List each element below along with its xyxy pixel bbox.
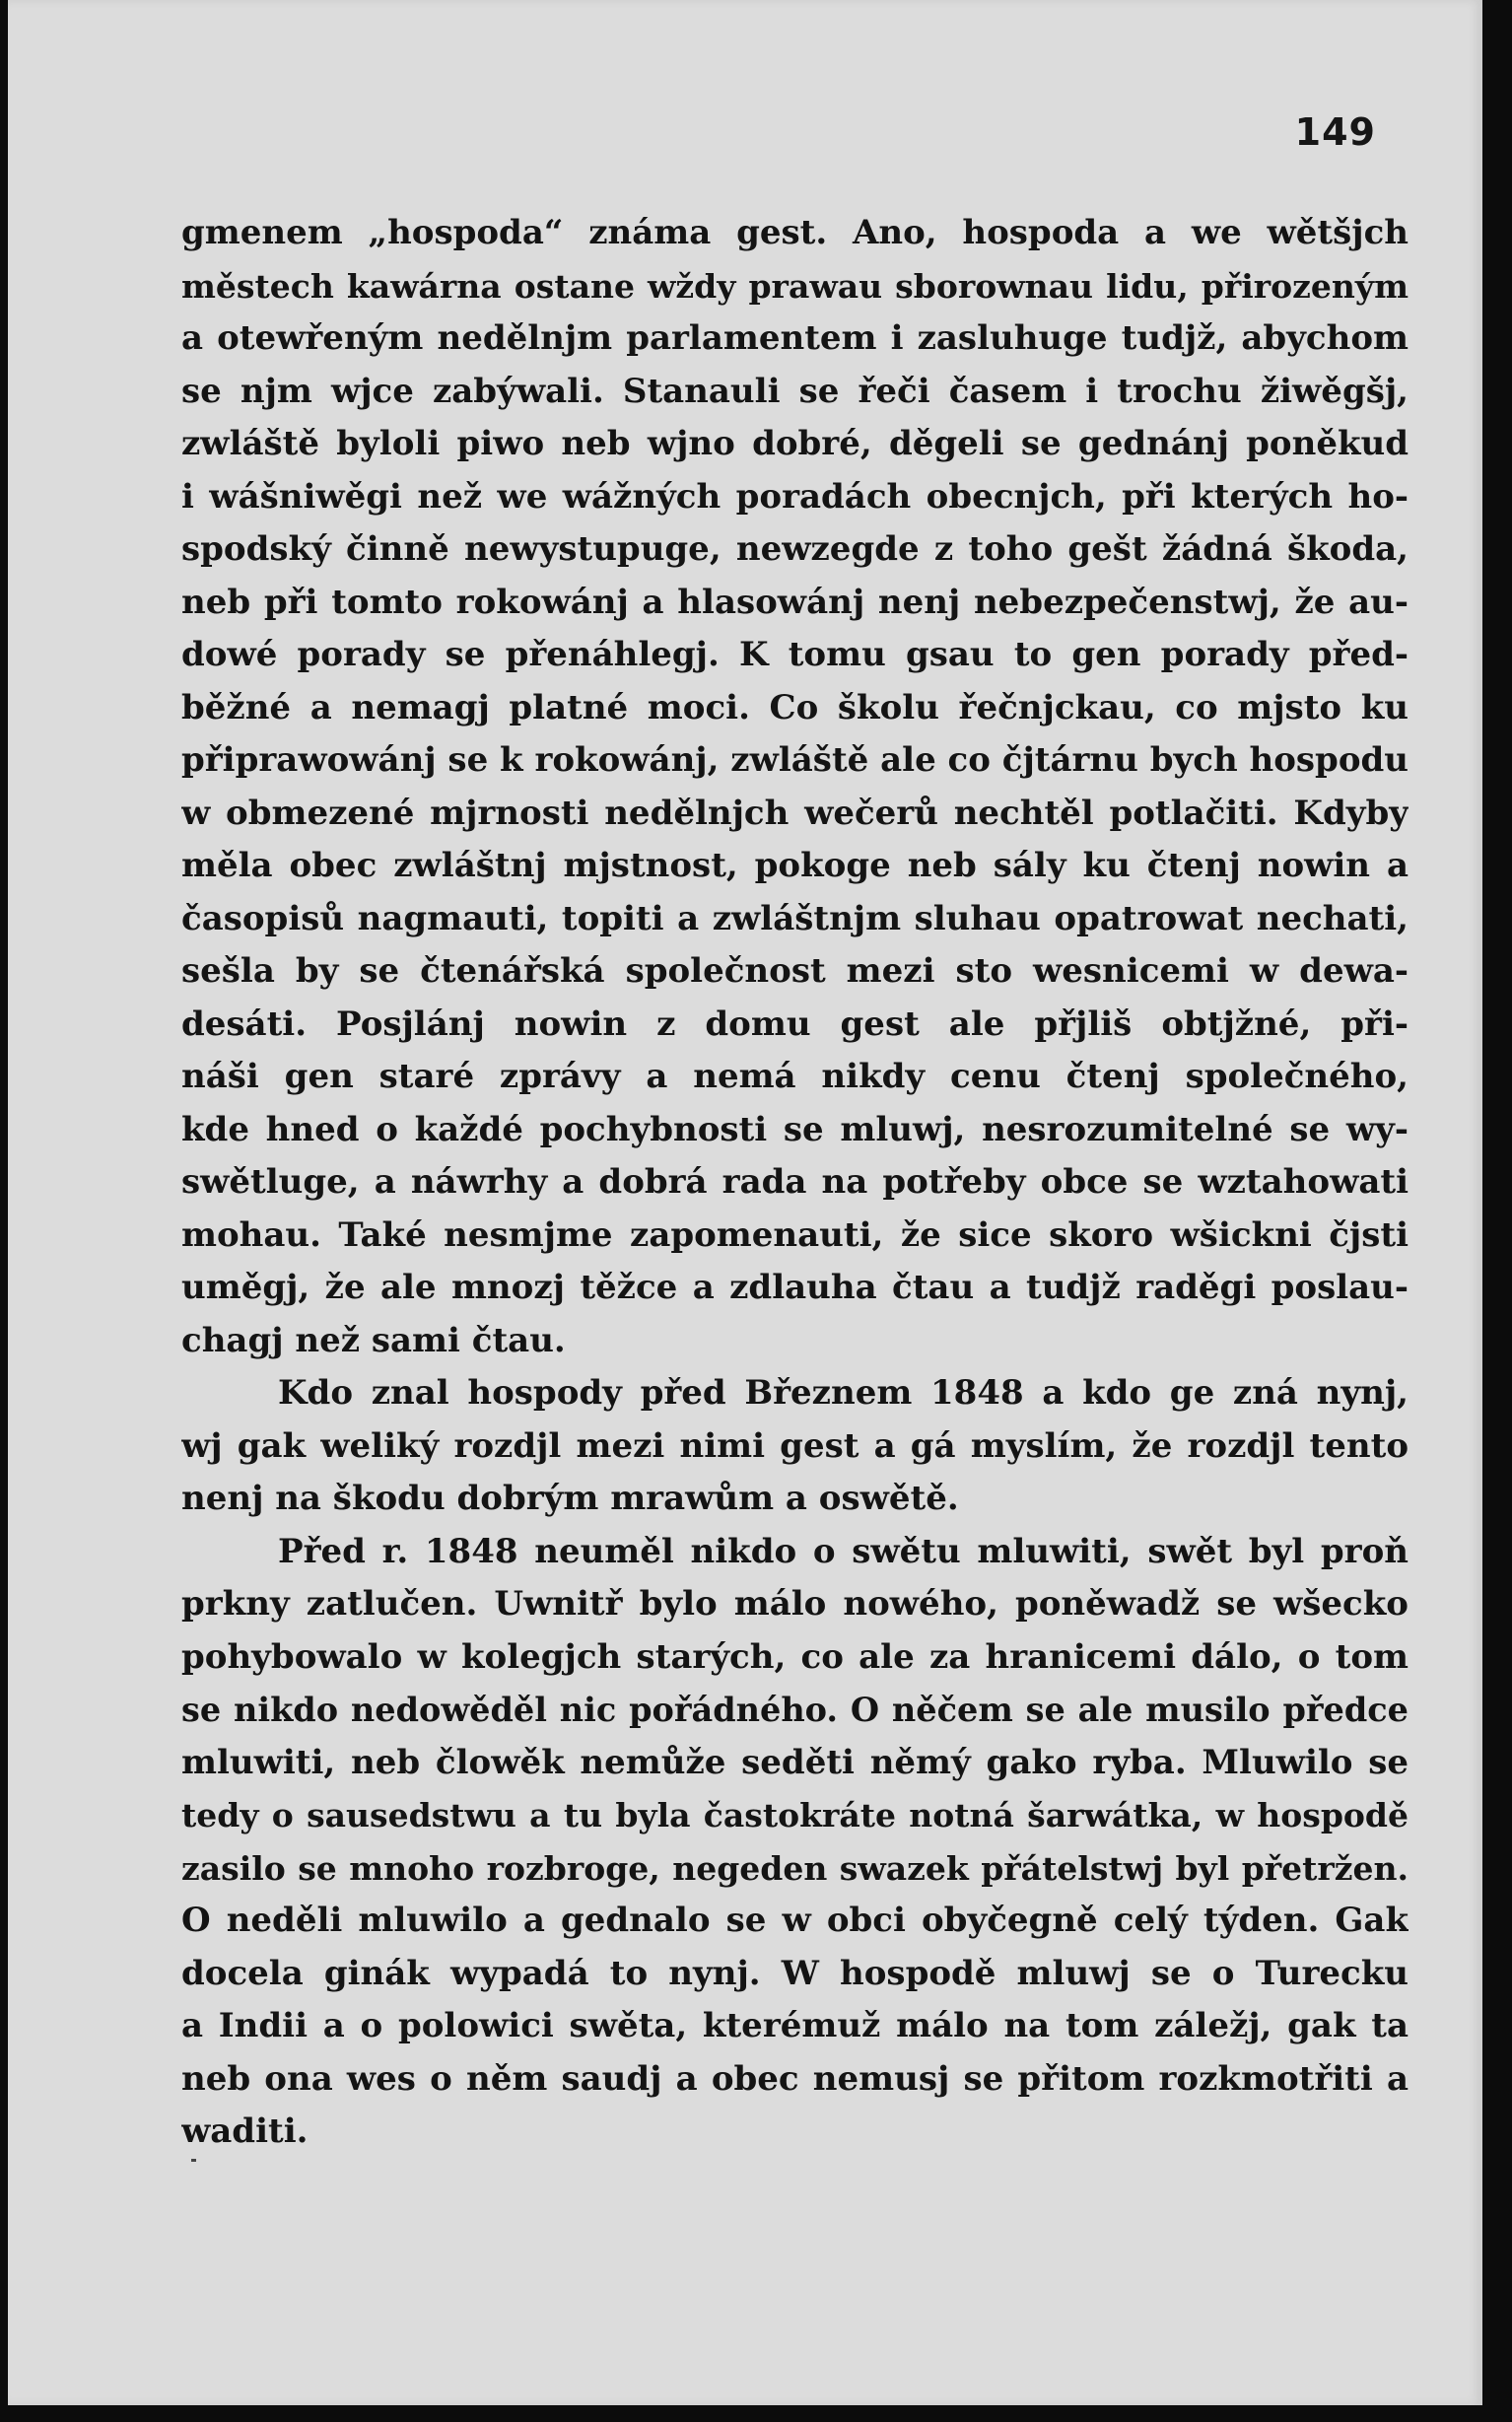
text-line: sešla by se čtenářská společnost mezi sto wesnicemi w dewa- [181, 951, 1409, 991]
text-line: kde hned o každé pochybnosti se mluwj, nesrozumitelné se wy- [181, 1109, 1409, 1149]
text-line: náši gen staré zprávy a nemá nikdy cenu čtenj společného, [181, 1057, 1409, 1096]
text-line: zwláště byloli piwo neb wjno dobré, děgeli se gednánj poněkud [181, 424, 1409, 463]
text-line: běžné a nemagj platné moci. Co školu řečnjckau, co mjsto ku [181, 687, 1409, 727]
text-line: wj gak weliký rozdjl mezi nimi gest a gá myslím, že rozdjl tento [181, 1425, 1409, 1466]
text-line: neb při tomto rokowánj a hlasowánj nenj nebezpečenstwj, že au- [181, 582, 1409, 622]
text-line: nenj na škodu dobrým mrawům a oswětě. [181, 1479, 959, 1518]
text-line: dowé porady se přenáhlegj. K tomu gsau to gen porady před- [181, 635, 1409, 674]
book-page [8, 0, 1482, 2405]
text-line: měla obec zwláštnj mjstnost, pokoge neb sály ku čtenj nowin a [181, 846, 1409, 885]
text-line: a otewřeným nedělnjm parlamentem i zasluhuge tudjž, abychom [181, 318, 1409, 358]
text-line: Před r. 1848 neuměl nikdo o swětu mluwiti, swět byl proň [278, 1531, 1409, 1571]
text-line: tedy o sausedstwu a tu byla častokráte notná šarwátka, w hospodě [181, 1796, 1409, 1834]
text-line: městech kawárna ostane wždy prawau sborownau lidu, přirozeným [181, 266, 1409, 306]
text-line: w obmezené mjrnosti nedělnjch wečerů nechtěl potlačiti. Kdyby [181, 793, 1409, 833]
text-line: neb ona wes o něm saudj a obec nemusj se přitom rozkmotřiti a [181, 2058, 1409, 2099]
text-line: swětluge, a náwrhy a dobrá rada na potřeby obce se wztahowati [181, 1162, 1409, 1202]
text-line: i wášniwěgi než we wážných poradách obecnjch, při kterých ho- [181, 476, 1409, 517]
text-line: a Indii a o polowici swěta, kterémuž málo na tom záležj, gak ta [181, 2006, 1409, 2045]
text-line: mohau. Také nesmjme zapomenauti, že sice skoro wšickni čjsti [181, 1214, 1409, 1255]
text-line: desáti. Posjlánj nowin z domu gest ale přjliš obtjžné, při- [181, 1003, 1409, 1044]
text-line: spodský činně newystupuge, newzegde z toho gešt žádná škoda, [181, 529, 1409, 569]
text-line: Kdo znal hospody před Březnem 1848 a kdo ge zná nynj, [278, 1373, 1409, 1413]
page-number: 149 [1294, 110, 1376, 154]
text-line: docela ginák wypadá to nynj. W hospodě mluwj se o Turecku [181, 1953, 1409, 1993]
text-line: waditi. [181, 2111, 309, 2151]
text-line: uměgj, že ale mnozj těžce a zdlauha čtau a tudjž raděgi poslau- [181, 1268, 1409, 1307]
text-line: O neděli mluwilo a gednalo se w obci obyčegně celý týden. Gak [181, 1901, 1409, 1940]
text-line: se nikdo nedowěděl nic pořádného. O něčem se ale musilo předce [181, 1691, 1409, 1729]
text-line: mluwiti, neb člowěk nemůže seděti němý gako ryba. Mluwilo se [181, 1742, 1409, 1782]
text-line: zasilo se mnoho rozbroge, negeden swazek přátelstwj byl přetržen. [181, 1848, 1409, 1888]
text-line: se njm wjce zabýwali. Stanauli se řeči časem i trochu žiwěgšj, [181, 371, 1409, 411]
scan-speck [191, 2159, 196, 2162]
text-line: časopisů nagmauti, topiti a zwláštnjm sluhau opatrowat nechati, [181, 898, 1409, 938]
text-line: připrawowánj se k rokowánj, zwláště ale co čjtárnu bych hospodu [181, 740, 1409, 780]
text-line: pohybowalo w kolegjch starých, co ale za hranicemi dálo, o tom [181, 1636, 1409, 1677]
text-line: gmenem „hospoda“ známa gest. Ano, hospoda a we wětšjch [181, 213, 1409, 252]
text-line: chagj než sami čtau. [181, 1320, 566, 1360]
text-line: prkny zatlučen. Uwnitř bylo málo nowého, poněwadž se wšecko [181, 1584, 1409, 1624]
body-text [181, 207, 1409, 2159]
